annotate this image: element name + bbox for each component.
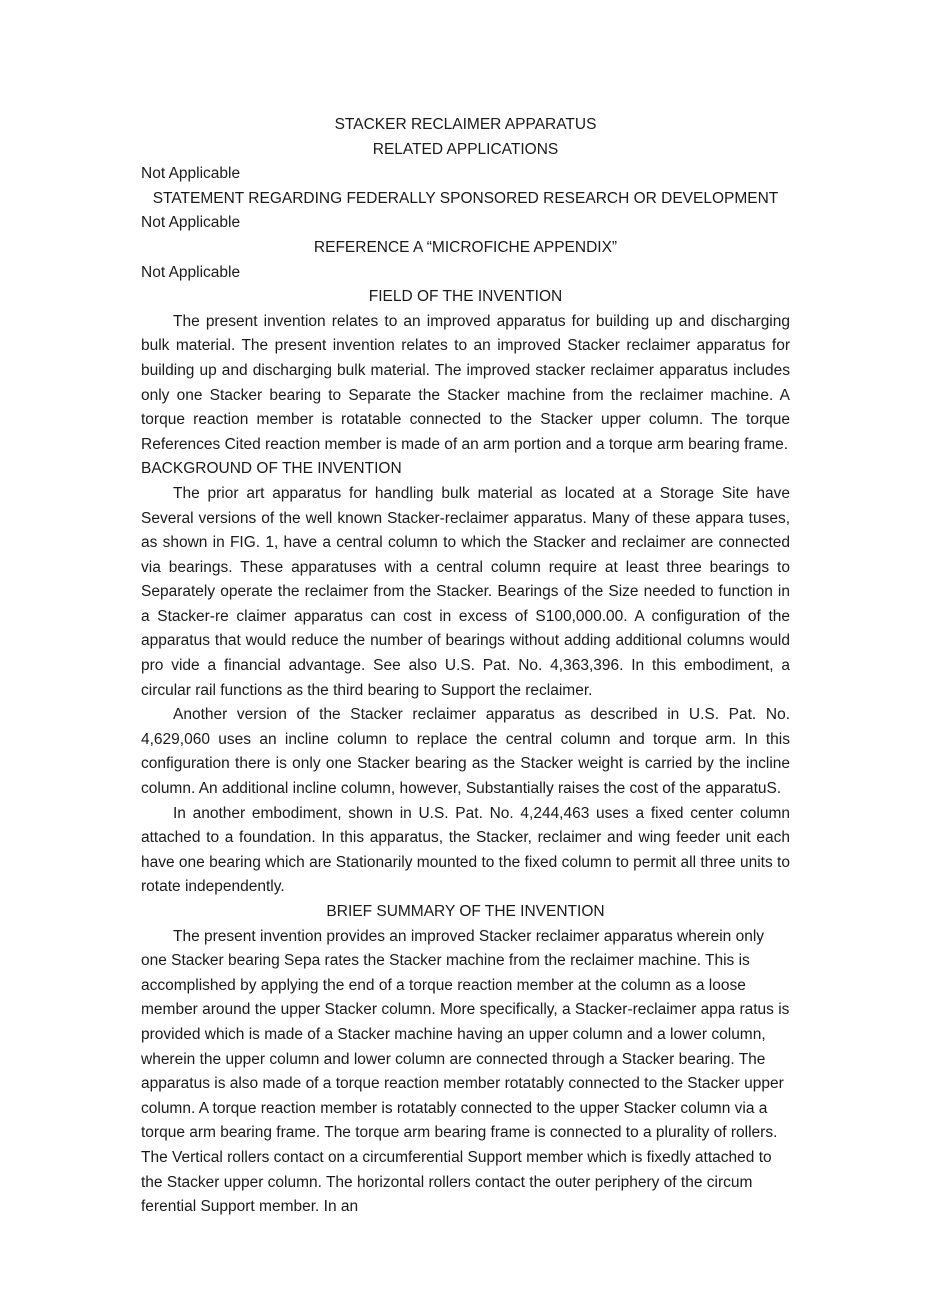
paragraph-brief-summary: The present invention provides an improved Stacker reclaimer apparatus wherein only one Stacker bearing Sepa rates the Stacker machine from the reclaimer machine. This is accomplished by applying the end of a torque reaction member at the column as a loose member around the upper Stacker column. More specifically, a Stacker-reclaimer appa ratus is provided which is made of a Stacker machine having an upper column and a lower column, wherein the upper column and lower column are connected through a Stacker bearing. The apparatus is also made of a torque reaction member rotatably connected to the Stacker upper column. A torque reaction member is rotatably connected to the upper Stacker column via a torque arm bearing frame. The torque arm bearing frame is connected to a plurality of rollers. The Vertical rollers contact on a circumferential Support member which is fixedly attached to the Stacker upper column. The horizontal rollers contact the outer periphery of the circum ferential Support member. In an (141, 927, 790, 1216)
heading-statement-federally-sponsored: STATEMENT REGARDING FEDERALLY SPONSORED RESEARCH OR DEVELOPMENT (152, 189, 779, 207)
heading-related-applications: RELATED APPLICATIONS (372, 140, 559, 158)
paragraph-background-2: Another version of the Stacker reclaimer apparatus as described in U.S. Pat. No. 4,629,060 uses an incline column to replace the central column and torque arm. In this configuration there is only one Stacker bearing as the Stacker weight is carried by the incline column. An additional incline column, however, Substantially raises the cost of the apparatuS. (141, 706, 790, 798)
paragraph-field-of-invention: The present invention relates to an improved apparatus for building up and discharging bulk material. The present invention relates to an improved Stacker reclaimer apparatus for building up and discharging bulk material. The improved stacker reclaimer apparatus includes only one Stacker bearing to Separate the Stacker machine from the reclaimer machine. A torque reaction member is rotatable connected to the Stacker upper column. The torque References Cited reaction member is made of an arm portion and a torque arm bearing frame. (141, 312, 790, 453)
not-applicable-text-1: Not Applicable (141, 165, 241, 183)
heading-brief-summary: BRIEF SUMMARY OF THE INVENTION (326, 903, 605, 920)
doc-title: STACKER RECLAIMER APPARATUS (334, 116, 597, 133)
heading-background-of-invention: BACKGROUND OF THE INVENTION (141, 460, 402, 478)
heading-microfiche-appendix: REFERENCE A “MICROFICHE APPENDIX” (313, 238, 618, 256)
paragraph-background-3: In another embodiment, shown in U.S. Pat. No. 4,244,463 uses a fixed center column attached to a foundation. In this apparatus, the Stacker, reclaimer and wing feeder unit each have one bearing which are Stationarily mounted to the fixed column to permit all three units to rotate independently. (141, 804, 790, 896)
not-applicable-text-2: Not Applicable (141, 214, 241, 232)
paragraph-background-1: The prior art apparatus for handling bulk material as located at a Storage Site have Several versions of the well known Stacker-reclaimer apparatus. Many of these appara tuses, as shown in FIG. 1, have a central column to which the Stacker and reclaimer are connected via bearings. These apparatuses with a central column require at least three bearings to Separately operate the reclaimer from the Stacker. Bearings of the Size needed to function in a Stacker-re claimer apparatus can cost in excess of S100,000.00. A configuration of the apparatus that would reduce the number of bearings without adding additional columns would pro vide a financial advantage. See also U.S. Pat. No. 4,363,396. In this embodiment, a circular rail functions as the third bearing to Support the reclaimer. (141, 484, 790, 699)
heading-field-of-invention: FIELD OF THE INVENTION (368, 288, 563, 306)
not-applicable-text-3: Not Applicable (141, 263, 241, 281)
